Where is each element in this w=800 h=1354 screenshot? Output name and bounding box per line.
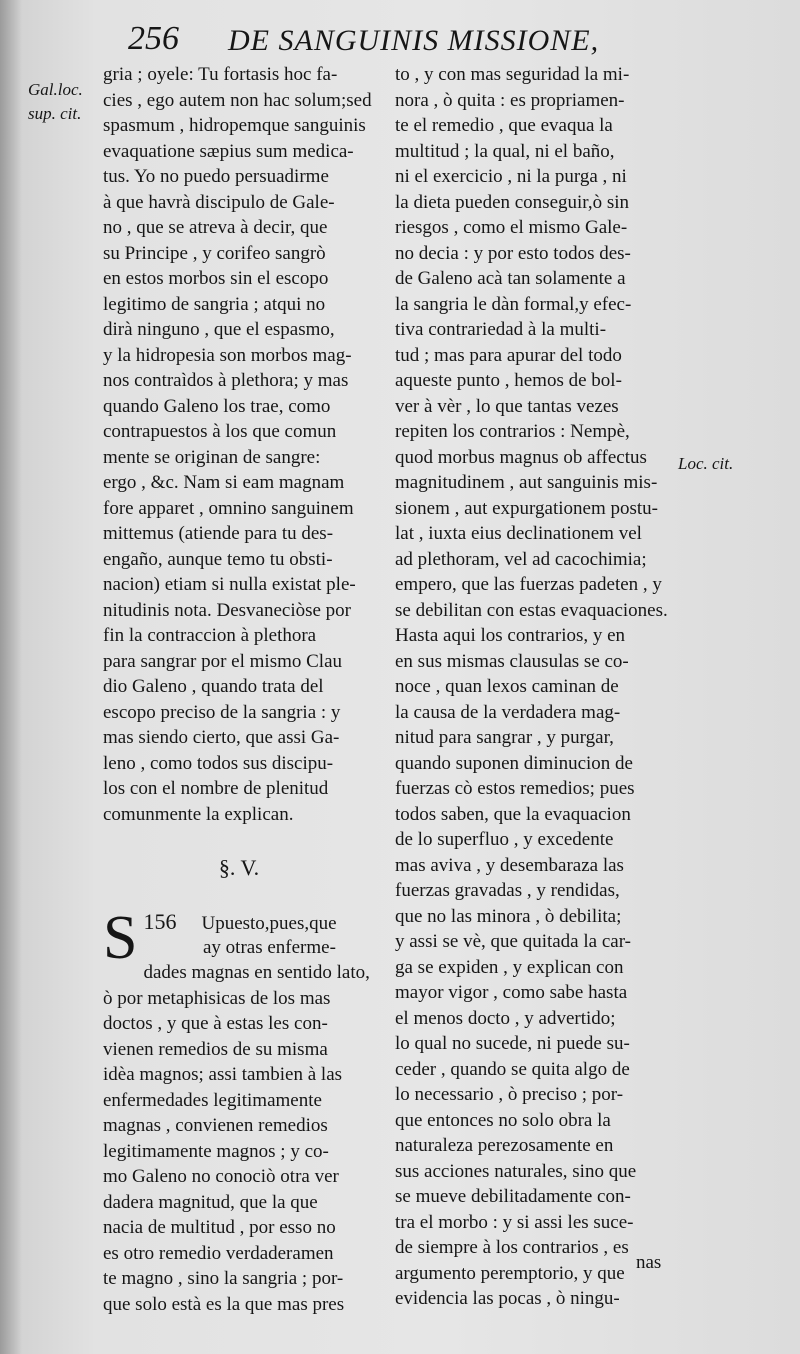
text-line: enfermedades legitimamente bbox=[103, 1089, 322, 1111]
text-line: dadera magnitud, que la que bbox=[103, 1191, 318, 1213]
text-line: fuerzas gravadas , y rendidas, bbox=[395, 880, 620, 901]
text-line: nos contraìdos à plethora; y mas bbox=[103, 370, 349, 391]
text-line: se mueve debilitadamente con- bbox=[395, 1186, 631, 1207]
text-line: tud ; mas para apurar del todo bbox=[395, 344, 622, 366]
text-line: nora , ò quita : es propriamen- bbox=[395, 89, 625, 111]
text-line: y la hidropesia son morbos mag- bbox=[103, 344, 352, 366]
text-line: quando Galeno los trae, como bbox=[103, 395, 331, 417]
text-line: quod morbus magnus ob affectus bbox=[395, 446, 647, 468]
right-column bbox=[395, 62, 670, 1312]
text-line: mas aviva , y desembaraza las bbox=[395, 854, 624, 876]
margin-note-right: Loc. cit. bbox=[678, 454, 734, 473]
text-line: repiten los contrarios : Nempè, bbox=[395, 421, 630, 442]
text-line: fin la contraccion à plethora bbox=[103, 625, 317, 646]
text-line: vienen remedios de su misma bbox=[103, 1038, 328, 1060]
text-line: fuerzas cò estos remedios; pues bbox=[395, 778, 635, 799]
text-line: ò por metaphisicas de los mas bbox=[103, 987, 331, 1009]
text-line: la sangria le dàn formal,y efec- bbox=[395, 293, 632, 315]
text-line: ay otras enferme- bbox=[203, 936, 336, 958]
paragraph-second-line bbox=[103, 935, 375, 961]
paragraph-156 bbox=[103, 904, 375, 1317]
running-title: DE SANGUINIS MISSIONE, bbox=[228, 24, 600, 57]
text-line: engaño, aunque temo tu obsti- bbox=[103, 548, 333, 570]
text-line: empero, que las fuerzas padeten , y bbox=[395, 574, 662, 595]
text-line: à que havrà discipulo de Gale- bbox=[103, 191, 335, 213]
text-line: lo qual no sucede, ni puede su- bbox=[395, 1033, 630, 1054]
text-line: quando suponen diminucion de bbox=[395, 752, 633, 774]
text-line: de lo superfluo , y excedente bbox=[395, 829, 614, 850]
text-line: la dieta pueden conseguir,ò sin bbox=[395, 191, 630, 213]
text-line: nacia de multitud , por esso no bbox=[103, 1217, 336, 1238]
text-line: mas siendo cierto, que assi Ga- bbox=[103, 727, 340, 748]
text-line: en sus mismas clausulas se co- bbox=[395, 650, 629, 672]
text-line: que entonces no solo obra la bbox=[395, 1109, 611, 1131]
text-line: evaquatione sæpius sum medica- bbox=[103, 140, 354, 162]
text-line: ni el exercicio , ni la purga , ni bbox=[395, 166, 627, 187]
text-line: argumento peremptorio, y que bbox=[395, 1262, 625, 1284]
text-line: nitudinis nota. Desvaneciòse por bbox=[103, 599, 352, 621]
text-line: ga se expiden , y explican con bbox=[395, 956, 624, 978]
text-line: tiva contrariedad à la multi- bbox=[395, 319, 607, 340]
text-line: aqueste punto , hemos de bol- bbox=[395, 370, 622, 391]
text-line: comunmente la explican. bbox=[103, 803, 294, 825]
text-line: ad plethoram, vel ad cacochimia; bbox=[395, 548, 647, 570]
margin-note-line: sup. cit. bbox=[28, 104, 82, 123]
text-line: los con el nombre de plenitud bbox=[103, 778, 329, 799]
text-line: en estos morbos sin el escopo bbox=[103, 268, 329, 289]
text-line: te magno , sino la sangria ; por- bbox=[103, 1268, 344, 1289]
text-line: ergo , &c. Nam si eam magnam bbox=[103, 472, 345, 493]
text-line: lat , iuxta eius declinationem vel bbox=[395, 523, 642, 544]
text-line: idèa magnos; assi tambien à las bbox=[103, 1064, 343, 1085]
text-line: evidencia las pocas , ò ningu- bbox=[395, 1288, 620, 1309]
text-line: naturaleza perezosamente en bbox=[395, 1135, 614, 1156]
text-line: gria ; oyele: Tu fortasis hoc fa- bbox=[103, 64, 338, 85]
text-line: de Galeno acà tan solamente a bbox=[395, 268, 626, 289]
text-line: se debilitan con estas evaquaciones. bbox=[395, 599, 668, 621]
text-line: magnitudinem , aut sanguinis mis- bbox=[395, 472, 658, 493]
text-line: contrapuestos à los que comun bbox=[103, 421, 337, 442]
dropcap-letter: S bbox=[103, 904, 138, 972]
text-line: doctos , y que à estas les con- bbox=[103, 1013, 328, 1034]
text-line: todos saben, que la evaquacion bbox=[395, 803, 631, 825]
text-line: y assi se vè, que quitada la car- bbox=[395, 931, 631, 952]
text-line: su Principe , y corifeo sangrò bbox=[103, 242, 326, 264]
text-line: la causa de la verdadera mag- bbox=[395, 701, 621, 723]
text-line: mittemus (atiende para tu des- bbox=[103, 523, 334, 544]
text-line: to , y con mas seguridad la mi- bbox=[395, 64, 630, 85]
text-line: de siempre à los contrarios , es bbox=[395, 1237, 629, 1258]
text-line: legitimamente magnos ; y co- bbox=[103, 1140, 329, 1162]
section-heading: §. V. bbox=[218, 855, 260, 880]
text-line: dirà ninguno , que el espasmo, bbox=[103, 319, 335, 340]
left-column-text bbox=[103, 62, 375, 827]
text-line: tra el morbo : y si assi les suce- bbox=[395, 1211, 634, 1233]
paragraph-rest bbox=[103, 960, 375, 1317]
text-line: tus. Yo no puedo persuadirme bbox=[103, 166, 329, 187]
catchword: nas bbox=[636, 1252, 662, 1273]
text-line: spasmum , hidropemque sanguinis bbox=[103, 115, 366, 136]
text-line: riesgos , como el mismo Gale- bbox=[395, 217, 628, 238]
text-line: que solo està es la que mas pres bbox=[103, 1293, 345, 1315]
text-line: sionem , aut expurgationem postu- bbox=[395, 497, 658, 519]
text-line: que no las minora , ò debilita; bbox=[395, 905, 622, 927]
text-line: ceder , quando se quita algo de bbox=[395, 1058, 630, 1080]
left-column bbox=[103, 62, 375, 1317]
text-line: para sangrar por el mismo Clau bbox=[103, 650, 343, 672]
text-line: leno , como todos sus discipu- bbox=[103, 752, 334, 774]
text-line: mayor vigor , como sabe hasta bbox=[395, 982, 628, 1003]
text-line: mente se originan de sangre: bbox=[103, 446, 321, 468]
text-line: noce , quan lexos caminan de bbox=[395, 676, 619, 697]
text-line: ver à vèr , lo que tantas vezes bbox=[395, 395, 619, 417]
text-line: Hasta aqui los contrarios, y en bbox=[395, 625, 626, 646]
text-line: Upuesto,pues,que bbox=[201, 913, 337, 934]
text-line: nitud para sangrar , y purgar, bbox=[395, 727, 614, 748]
text-line: dio Galeno , quando trata del bbox=[103, 676, 324, 697]
text-line: mo Galeno no conociò otra ver bbox=[103, 1166, 339, 1187]
margin-note-line: Gal.loc. bbox=[28, 80, 83, 99]
page-header bbox=[120, 18, 740, 64]
text-line: el menos docto , y advertido; bbox=[395, 1007, 616, 1029]
text-line: sus acciones naturales, sino que bbox=[395, 1160, 637, 1182]
binding-shadow bbox=[0, 0, 22, 1354]
paragraph-number: 156 bbox=[143, 909, 177, 934]
text-line: no decia : y por esto todos des- bbox=[395, 242, 631, 264]
text-line: fore apparet , omnino sanguinem bbox=[103, 497, 354, 519]
text-line: magnas , convienen remedios bbox=[103, 1115, 328, 1136]
text-line: es otro remedio verdaderamen bbox=[103, 1242, 334, 1264]
text-line: legitimo de sangria ; atqui no bbox=[103, 293, 326, 315]
text-line: escopo preciso de la sangria : y bbox=[103, 701, 341, 723]
text-line: lo necessario , ò preciso ; por- bbox=[395, 1084, 624, 1105]
margin-note-left bbox=[28, 78, 83, 126]
text-line: dades magnas en sentido lato, bbox=[143, 962, 370, 983]
text-line: no , que se atreva à decir, que bbox=[103, 217, 328, 238]
text-line: multitud ; la qual, ni el baño, bbox=[395, 140, 615, 162]
text-line: cies , ego autem non hac solum;sed bbox=[103, 89, 372, 111]
page-number: 256 bbox=[128, 20, 179, 57]
text-line: te el remedio , que evaqua la bbox=[395, 115, 613, 136]
text-line: nacion) etiam si nulla existat ple- bbox=[103, 574, 356, 595]
